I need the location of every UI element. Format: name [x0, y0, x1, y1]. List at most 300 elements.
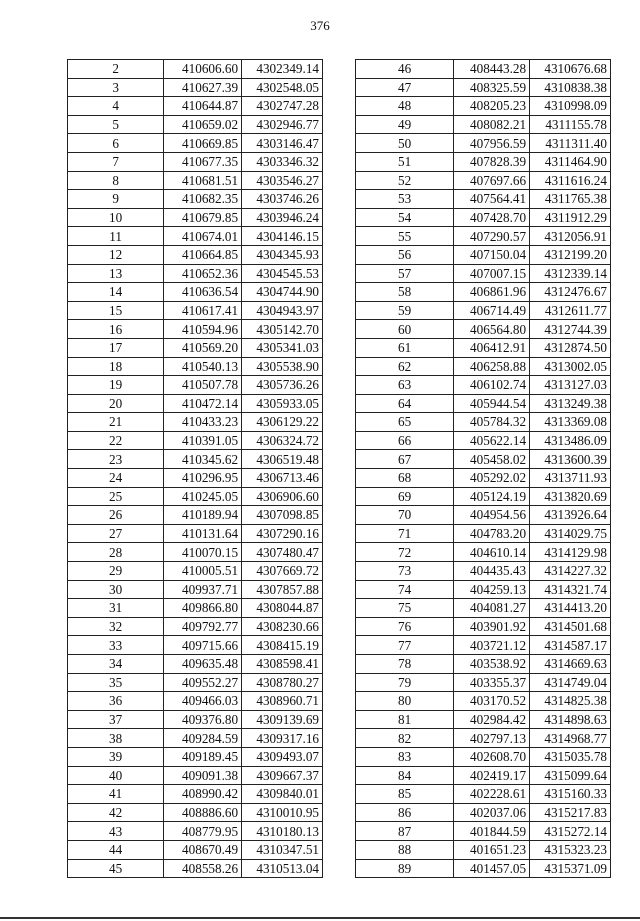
point-number-cell: 74 — [356, 580, 454, 599]
y-coordinate-cell: 4305341.03 — [242, 338, 323, 357]
y-coordinate-cell: 4313127.03 — [530, 376, 611, 395]
y-coordinate-cell: 4312056.91 — [530, 227, 611, 246]
point-number-cell: 22 — [68, 431, 164, 450]
table-row — [68, 710, 323, 729]
y-coordinate-cell: 4315371.09 — [530, 859, 611, 878]
table-row — [356, 599, 611, 618]
y-coordinate-cell: 4311616.24 — [530, 171, 611, 190]
x-coordinate-cell: 410507.78 — [164, 376, 242, 395]
point-number-cell: 89 — [356, 859, 454, 878]
x-coordinate-cell: 409792.77 — [164, 617, 242, 636]
point-number-cell: 26 — [68, 506, 164, 525]
y-coordinate-cell: 4307290.16 — [242, 524, 323, 543]
point-number-cell: 63 — [356, 376, 454, 395]
y-coordinate-cell: 4309317.16 — [242, 729, 323, 748]
x-coordinate-cell: 406714.49 — [454, 301, 530, 320]
table-row — [356, 543, 611, 562]
table-row — [68, 338, 323, 357]
y-coordinate-cell: 4306129.22 — [242, 413, 323, 432]
x-coordinate-cell: 407290.57 — [454, 227, 530, 246]
point-number-cell: 78 — [356, 655, 454, 674]
point-number-cell: 11 — [68, 227, 164, 246]
table-row — [68, 97, 323, 116]
table-row — [68, 617, 323, 636]
point-number-cell: 34 — [68, 655, 164, 674]
table-row — [68, 245, 323, 264]
point-number-cell: 21 — [68, 413, 164, 432]
point-number-cell: 18 — [68, 357, 164, 376]
x-coordinate-cell: 410652.36 — [164, 264, 242, 283]
x-coordinate-cell: 409376.80 — [164, 710, 242, 729]
point-number-cell: 49 — [356, 115, 454, 134]
y-coordinate-cell: 4310180.13 — [242, 822, 323, 841]
table-row — [68, 376, 323, 395]
x-coordinate-cell: 408082.21 — [454, 115, 530, 134]
table-row — [356, 115, 611, 134]
table-row — [356, 357, 611, 376]
point-number-cell: 38 — [68, 729, 164, 748]
x-coordinate-cell: 407564.41 — [454, 190, 530, 209]
point-number-cell: 53 — [356, 190, 454, 209]
y-coordinate-cell: 4304744.90 — [242, 283, 323, 302]
point-number-cell: 83 — [356, 747, 454, 766]
table-row — [356, 617, 611, 636]
y-coordinate-cell: 4306519.48 — [242, 450, 323, 469]
table-row — [356, 264, 611, 283]
y-coordinate-cell: 4314669.63 — [530, 655, 611, 674]
table-row — [356, 524, 611, 543]
table-row — [68, 859, 323, 878]
x-coordinate-cell: 404783.20 — [454, 524, 530, 543]
point-number-cell: 40 — [68, 766, 164, 785]
point-number-cell: 15 — [68, 301, 164, 320]
point-number-cell: 32 — [68, 617, 164, 636]
x-coordinate-cell: 410636.54 — [164, 283, 242, 302]
y-coordinate-cell: 4304545.53 — [242, 264, 323, 283]
y-coordinate-cell: 4315217.83 — [530, 803, 611, 822]
table-row — [68, 543, 323, 562]
x-coordinate-cell: 405784.32 — [454, 413, 530, 432]
point-number-cell: 27 — [68, 524, 164, 543]
point-number-cell: 2 — [68, 60, 164, 79]
x-coordinate-cell: 410669.85 — [164, 134, 242, 153]
y-coordinate-cell: 4311464.90 — [530, 152, 611, 171]
point-number-cell: 56 — [356, 245, 454, 264]
x-coordinate-cell: 403355.37 — [454, 673, 530, 692]
x-coordinate-cell: 406258.88 — [454, 357, 530, 376]
y-coordinate-cell: 4302548.05 — [242, 78, 323, 97]
x-coordinate-cell: 410627.39 — [164, 78, 242, 97]
x-coordinate-cell: 410472.14 — [164, 394, 242, 413]
table-row — [68, 227, 323, 246]
y-coordinate-cell: 4305933.05 — [242, 394, 323, 413]
x-coordinate-cell: 409189.45 — [164, 747, 242, 766]
point-number-cell: 86 — [356, 803, 454, 822]
table-row — [356, 227, 611, 246]
point-number-cell: 82 — [356, 729, 454, 748]
x-coordinate-cell: 410681.51 — [164, 171, 242, 190]
table-row — [356, 431, 611, 450]
table-row — [68, 785, 323, 804]
point-number-cell: 42 — [68, 803, 164, 822]
table-row — [68, 208, 323, 227]
x-coordinate-cell: 402608.70 — [454, 747, 530, 766]
point-number-cell: 7 — [68, 152, 164, 171]
y-coordinate-cell: 4314749.04 — [530, 673, 611, 692]
x-coordinate-cell: 407150.04 — [454, 245, 530, 264]
x-coordinate-cell: 408779.95 — [164, 822, 242, 841]
point-number-cell: 25 — [68, 487, 164, 506]
x-coordinate-cell: 410617.41 — [164, 301, 242, 320]
table-row — [68, 580, 323, 599]
point-number-cell: 28 — [68, 543, 164, 562]
table-row — [356, 469, 611, 488]
y-coordinate-cell: 4312744.39 — [530, 320, 611, 339]
x-coordinate-cell: 410540.13 — [164, 357, 242, 376]
x-coordinate-cell: 410644.87 — [164, 97, 242, 116]
table-row — [68, 357, 323, 376]
y-coordinate-cell: 4314501.68 — [530, 617, 611, 636]
x-coordinate-cell: 408558.26 — [164, 859, 242, 878]
y-coordinate-cell: 4307098.85 — [242, 506, 323, 525]
table-row — [356, 283, 611, 302]
x-coordinate-cell: 408886.60 — [164, 803, 242, 822]
point-number-cell: 36 — [68, 692, 164, 711]
x-coordinate-cell: 407828.39 — [454, 152, 530, 171]
x-coordinate-cell: 403538.92 — [454, 655, 530, 674]
x-coordinate-cell: 403901.92 — [454, 617, 530, 636]
table-row — [68, 190, 323, 209]
x-coordinate-cell: 404259.13 — [454, 580, 530, 599]
point-number-cell: 52 — [356, 171, 454, 190]
x-coordinate-cell: 409091.38 — [164, 766, 242, 785]
point-number-cell: 80 — [356, 692, 454, 711]
y-coordinate-cell: 4313926.64 — [530, 506, 611, 525]
table-row — [356, 692, 611, 711]
y-coordinate-cell: 4308598.41 — [242, 655, 323, 674]
y-coordinate-cell: 4312611.77 — [530, 301, 611, 320]
point-number-cell: 48 — [356, 97, 454, 116]
table-row — [68, 729, 323, 748]
table-row — [356, 506, 611, 525]
point-number-cell: 16 — [68, 320, 164, 339]
table-row — [356, 97, 611, 116]
point-number-cell: 67 — [356, 450, 454, 469]
x-coordinate-cell: 405292.02 — [454, 469, 530, 488]
y-coordinate-cell: 4313002.05 — [530, 357, 611, 376]
y-coordinate-cell: 4308780.27 — [242, 673, 323, 692]
point-number-cell: 5 — [68, 115, 164, 134]
x-coordinate-cell: 401457.05 — [454, 859, 530, 878]
y-coordinate-cell: 4308044.87 — [242, 599, 323, 618]
y-coordinate-cell: 4311155.78 — [530, 115, 611, 134]
table-row — [68, 469, 323, 488]
table-row — [356, 394, 611, 413]
point-number-cell: 33 — [68, 636, 164, 655]
y-coordinate-cell: 4312874.50 — [530, 338, 611, 357]
y-coordinate-cell: 4315099.64 — [530, 766, 611, 785]
x-coordinate-cell: 410664.85 — [164, 245, 242, 264]
table-row — [356, 655, 611, 674]
table-row — [356, 338, 611, 357]
x-coordinate-cell: 408990.42 — [164, 785, 242, 804]
table-row — [356, 301, 611, 320]
table-row — [356, 580, 611, 599]
y-coordinate-cell: 4302747.28 — [242, 97, 323, 116]
y-coordinate-cell: 4307480.47 — [242, 543, 323, 562]
x-coordinate-cell: 406861.96 — [454, 283, 530, 302]
x-coordinate-cell: 402228.61 — [454, 785, 530, 804]
table-row — [68, 171, 323, 190]
table-row — [68, 524, 323, 543]
x-coordinate-cell: 409635.48 — [164, 655, 242, 674]
point-number-cell: 59 — [356, 301, 454, 320]
y-coordinate-cell: 4303346.32 — [242, 152, 323, 171]
x-coordinate-cell: 410659.02 — [164, 115, 242, 134]
x-coordinate-cell: 404081.27 — [454, 599, 530, 618]
table-row — [356, 766, 611, 785]
table-row — [68, 283, 323, 302]
y-coordinate-cell: 4303746.26 — [242, 190, 323, 209]
y-coordinate-cell: 4314321.74 — [530, 580, 611, 599]
x-coordinate-cell: 408443.28 — [454, 60, 530, 79]
point-number-cell: 35 — [68, 673, 164, 692]
y-coordinate-cell: 4313600.39 — [530, 450, 611, 469]
table-row — [356, 840, 611, 859]
y-coordinate-cell: 4310998.09 — [530, 97, 611, 116]
x-coordinate-cell: 409866.80 — [164, 599, 242, 618]
point-number-cell: 4 — [68, 97, 164, 116]
x-coordinate-cell: 406564.80 — [454, 320, 530, 339]
table-row — [68, 747, 323, 766]
x-coordinate-cell: 410345.62 — [164, 450, 242, 469]
table-row — [68, 822, 323, 841]
x-coordinate-cell: 410569.20 — [164, 338, 242, 357]
y-coordinate-cell: 4312476.67 — [530, 283, 611, 302]
table-row — [68, 766, 323, 785]
x-coordinate-cell: 408325.59 — [454, 78, 530, 97]
table-row — [356, 822, 611, 841]
y-coordinate-cell: 4309840.01 — [242, 785, 323, 804]
table-row — [68, 655, 323, 674]
x-coordinate-cell: 410606.60 — [164, 60, 242, 79]
point-number-cell: 50 — [356, 134, 454, 153]
y-coordinate-cell: 4311765.38 — [530, 190, 611, 209]
table-row — [68, 134, 323, 153]
point-number-cell: 69 — [356, 487, 454, 506]
y-coordinate-cell: 4310347.51 — [242, 840, 323, 859]
table-row — [356, 803, 611, 822]
table-row — [356, 78, 611, 97]
table-row — [68, 636, 323, 655]
x-coordinate-cell: 410391.05 — [164, 431, 242, 450]
point-number-cell: 51 — [356, 152, 454, 171]
point-number-cell: 77 — [356, 636, 454, 655]
table-row — [68, 487, 323, 506]
table-row — [68, 840, 323, 859]
point-number-cell: 3 — [68, 78, 164, 97]
x-coordinate-cell: 402797.13 — [454, 729, 530, 748]
table-row — [356, 636, 611, 655]
x-coordinate-cell: 410131.64 — [164, 524, 242, 543]
y-coordinate-cell: 4313711.93 — [530, 469, 611, 488]
table-row — [356, 60, 611, 79]
point-number-cell: 6 — [68, 134, 164, 153]
table-row — [68, 152, 323, 171]
point-number-cell: 58 — [356, 283, 454, 302]
y-coordinate-cell: 4313369.08 — [530, 413, 611, 432]
y-coordinate-cell: 4309493.07 — [242, 747, 323, 766]
table-row — [68, 599, 323, 618]
point-number-cell: 39 — [68, 747, 164, 766]
y-coordinate-cell: 4304345.93 — [242, 245, 323, 264]
x-coordinate-cell: 410682.35 — [164, 190, 242, 209]
table-row — [356, 152, 611, 171]
y-coordinate-cell: 4314029.75 — [530, 524, 611, 543]
table-row — [68, 115, 323, 134]
table-row — [356, 320, 611, 339]
x-coordinate-cell: 409284.59 — [164, 729, 242, 748]
point-number-cell: 8 — [68, 171, 164, 190]
y-coordinate-cell: 4305736.26 — [242, 376, 323, 395]
table-row — [356, 245, 611, 264]
point-number-cell: 44 — [68, 840, 164, 859]
point-number-cell: 85 — [356, 785, 454, 804]
point-number-cell: 87 — [356, 822, 454, 841]
x-coordinate-cell: 410005.51 — [164, 562, 242, 581]
x-coordinate-cell: 406102.74 — [454, 376, 530, 395]
point-number-cell: 88 — [356, 840, 454, 859]
y-coordinate-cell: 4304146.15 — [242, 227, 323, 246]
point-number-cell: 31 — [68, 599, 164, 618]
x-coordinate-cell: 404610.14 — [454, 543, 530, 562]
point-number-cell: 46 — [356, 60, 454, 79]
point-number-cell: 84 — [356, 766, 454, 785]
x-coordinate-cell: 403170.52 — [454, 692, 530, 711]
x-coordinate-cell: 402984.42 — [454, 710, 530, 729]
point-number-cell: 70 — [356, 506, 454, 525]
point-number-cell: 37 — [68, 710, 164, 729]
table-row — [68, 803, 323, 822]
y-coordinate-cell: 4314129.98 — [530, 543, 611, 562]
y-coordinate-cell: 4303946.24 — [242, 208, 323, 227]
y-coordinate-cell: 4314968.77 — [530, 729, 611, 748]
y-coordinate-cell: 4314227.32 — [530, 562, 611, 581]
y-coordinate-cell: 4312339.14 — [530, 264, 611, 283]
table-row — [68, 394, 323, 413]
table-row — [356, 710, 611, 729]
x-coordinate-cell: 407428.70 — [454, 208, 530, 227]
table-row — [68, 673, 323, 692]
y-coordinate-cell: 4307669.72 — [242, 562, 323, 581]
x-coordinate-cell: 409466.03 — [164, 692, 242, 711]
y-coordinate-cell: 4306906.60 — [242, 487, 323, 506]
point-number-cell: 43 — [68, 822, 164, 841]
y-coordinate-cell: 4314587.17 — [530, 636, 611, 655]
x-coordinate-cell: 410679.85 — [164, 208, 242, 227]
y-coordinate-cell: 4305538.90 — [242, 357, 323, 376]
x-coordinate-cell: 405944.54 — [454, 394, 530, 413]
point-number-cell: 81 — [356, 710, 454, 729]
y-coordinate-cell: 4310838.38 — [530, 78, 611, 97]
y-coordinate-cell: 4315323.23 — [530, 840, 611, 859]
point-number-cell: 54 — [356, 208, 454, 227]
point-number-cell: 19 — [68, 376, 164, 395]
x-coordinate-cell: 410189.94 — [164, 506, 242, 525]
point-number-cell: 75 — [356, 599, 454, 618]
y-coordinate-cell: 4309139.69 — [242, 710, 323, 729]
x-coordinate-cell: 405622.14 — [454, 431, 530, 450]
y-coordinate-cell: 4314825.38 — [530, 692, 611, 711]
y-coordinate-cell: 4313820.69 — [530, 487, 611, 506]
point-number-cell: 66 — [356, 431, 454, 450]
y-coordinate-cell: 4307857.88 — [242, 580, 323, 599]
table-row — [68, 60, 323, 79]
x-coordinate-cell: 406412.91 — [454, 338, 530, 357]
y-coordinate-cell: 4304943.97 — [242, 301, 323, 320]
table-row — [356, 859, 611, 878]
table-row — [356, 487, 611, 506]
point-number-cell: 64 — [356, 394, 454, 413]
x-coordinate-cell: 403721.12 — [454, 636, 530, 655]
x-coordinate-cell: 405458.02 — [454, 450, 530, 469]
x-coordinate-cell: 410070.15 — [164, 543, 242, 562]
y-coordinate-cell: 4313486.09 — [530, 431, 611, 450]
table-row — [68, 562, 323, 581]
x-coordinate-cell: 408205.23 — [454, 97, 530, 116]
x-coordinate-cell: 401651.23 — [454, 840, 530, 859]
y-coordinate-cell: 4313249.38 — [530, 394, 611, 413]
y-coordinate-cell: 4311912.29 — [530, 208, 611, 227]
y-coordinate-cell: 4308960.71 — [242, 692, 323, 711]
coordinates-table-right — [355, 59, 611, 878]
table-row — [356, 190, 611, 209]
y-coordinate-cell: 4303546.27 — [242, 171, 323, 190]
x-coordinate-cell: 410674.01 — [164, 227, 242, 246]
y-coordinate-cell: 4315272.14 — [530, 822, 611, 841]
point-number-cell: 24 — [68, 469, 164, 488]
table-row — [68, 413, 323, 432]
point-number-cell: 30 — [68, 580, 164, 599]
x-coordinate-cell: 410245.05 — [164, 487, 242, 506]
y-coordinate-cell: 4302349.14 — [242, 60, 323, 79]
point-number-cell: 47 — [356, 78, 454, 97]
x-coordinate-cell: 408670.49 — [164, 840, 242, 859]
y-coordinate-cell: 4314898.63 — [530, 710, 611, 729]
x-coordinate-cell: 407697.66 — [454, 171, 530, 190]
point-number-cell: 13 — [68, 264, 164, 283]
point-number-cell: 29 — [68, 562, 164, 581]
table-row — [356, 747, 611, 766]
x-coordinate-cell: 404435.43 — [454, 562, 530, 581]
x-coordinate-cell: 402419.17 — [454, 766, 530, 785]
point-number-cell: 41 — [68, 785, 164, 804]
point-number-cell: 72 — [356, 543, 454, 562]
y-coordinate-cell: 4306324.72 — [242, 431, 323, 450]
y-coordinate-cell: 4306713.46 — [242, 469, 323, 488]
x-coordinate-cell: 410677.35 — [164, 152, 242, 171]
y-coordinate-cell: 4305142.70 — [242, 320, 323, 339]
y-coordinate-cell: 4312199.20 — [530, 245, 611, 264]
y-coordinate-cell: 4310010.95 — [242, 803, 323, 822]
table-row — [68, 506, 323, 525]
x-coordinate-cell: 407956.59 — [454, 134, 530, 153]
y-coordinate-cell: 4308230.66 — [242, 617, 323, 636]
point-number-cell: 65 — [356, 413, 454, 432]
table-row — [356, 376, 611, 395]
point-number-cell: 9 — [68, 190, 164, 209]
y-coordinate-cell: 4315035.78 — [530, 747, 611, 766]
